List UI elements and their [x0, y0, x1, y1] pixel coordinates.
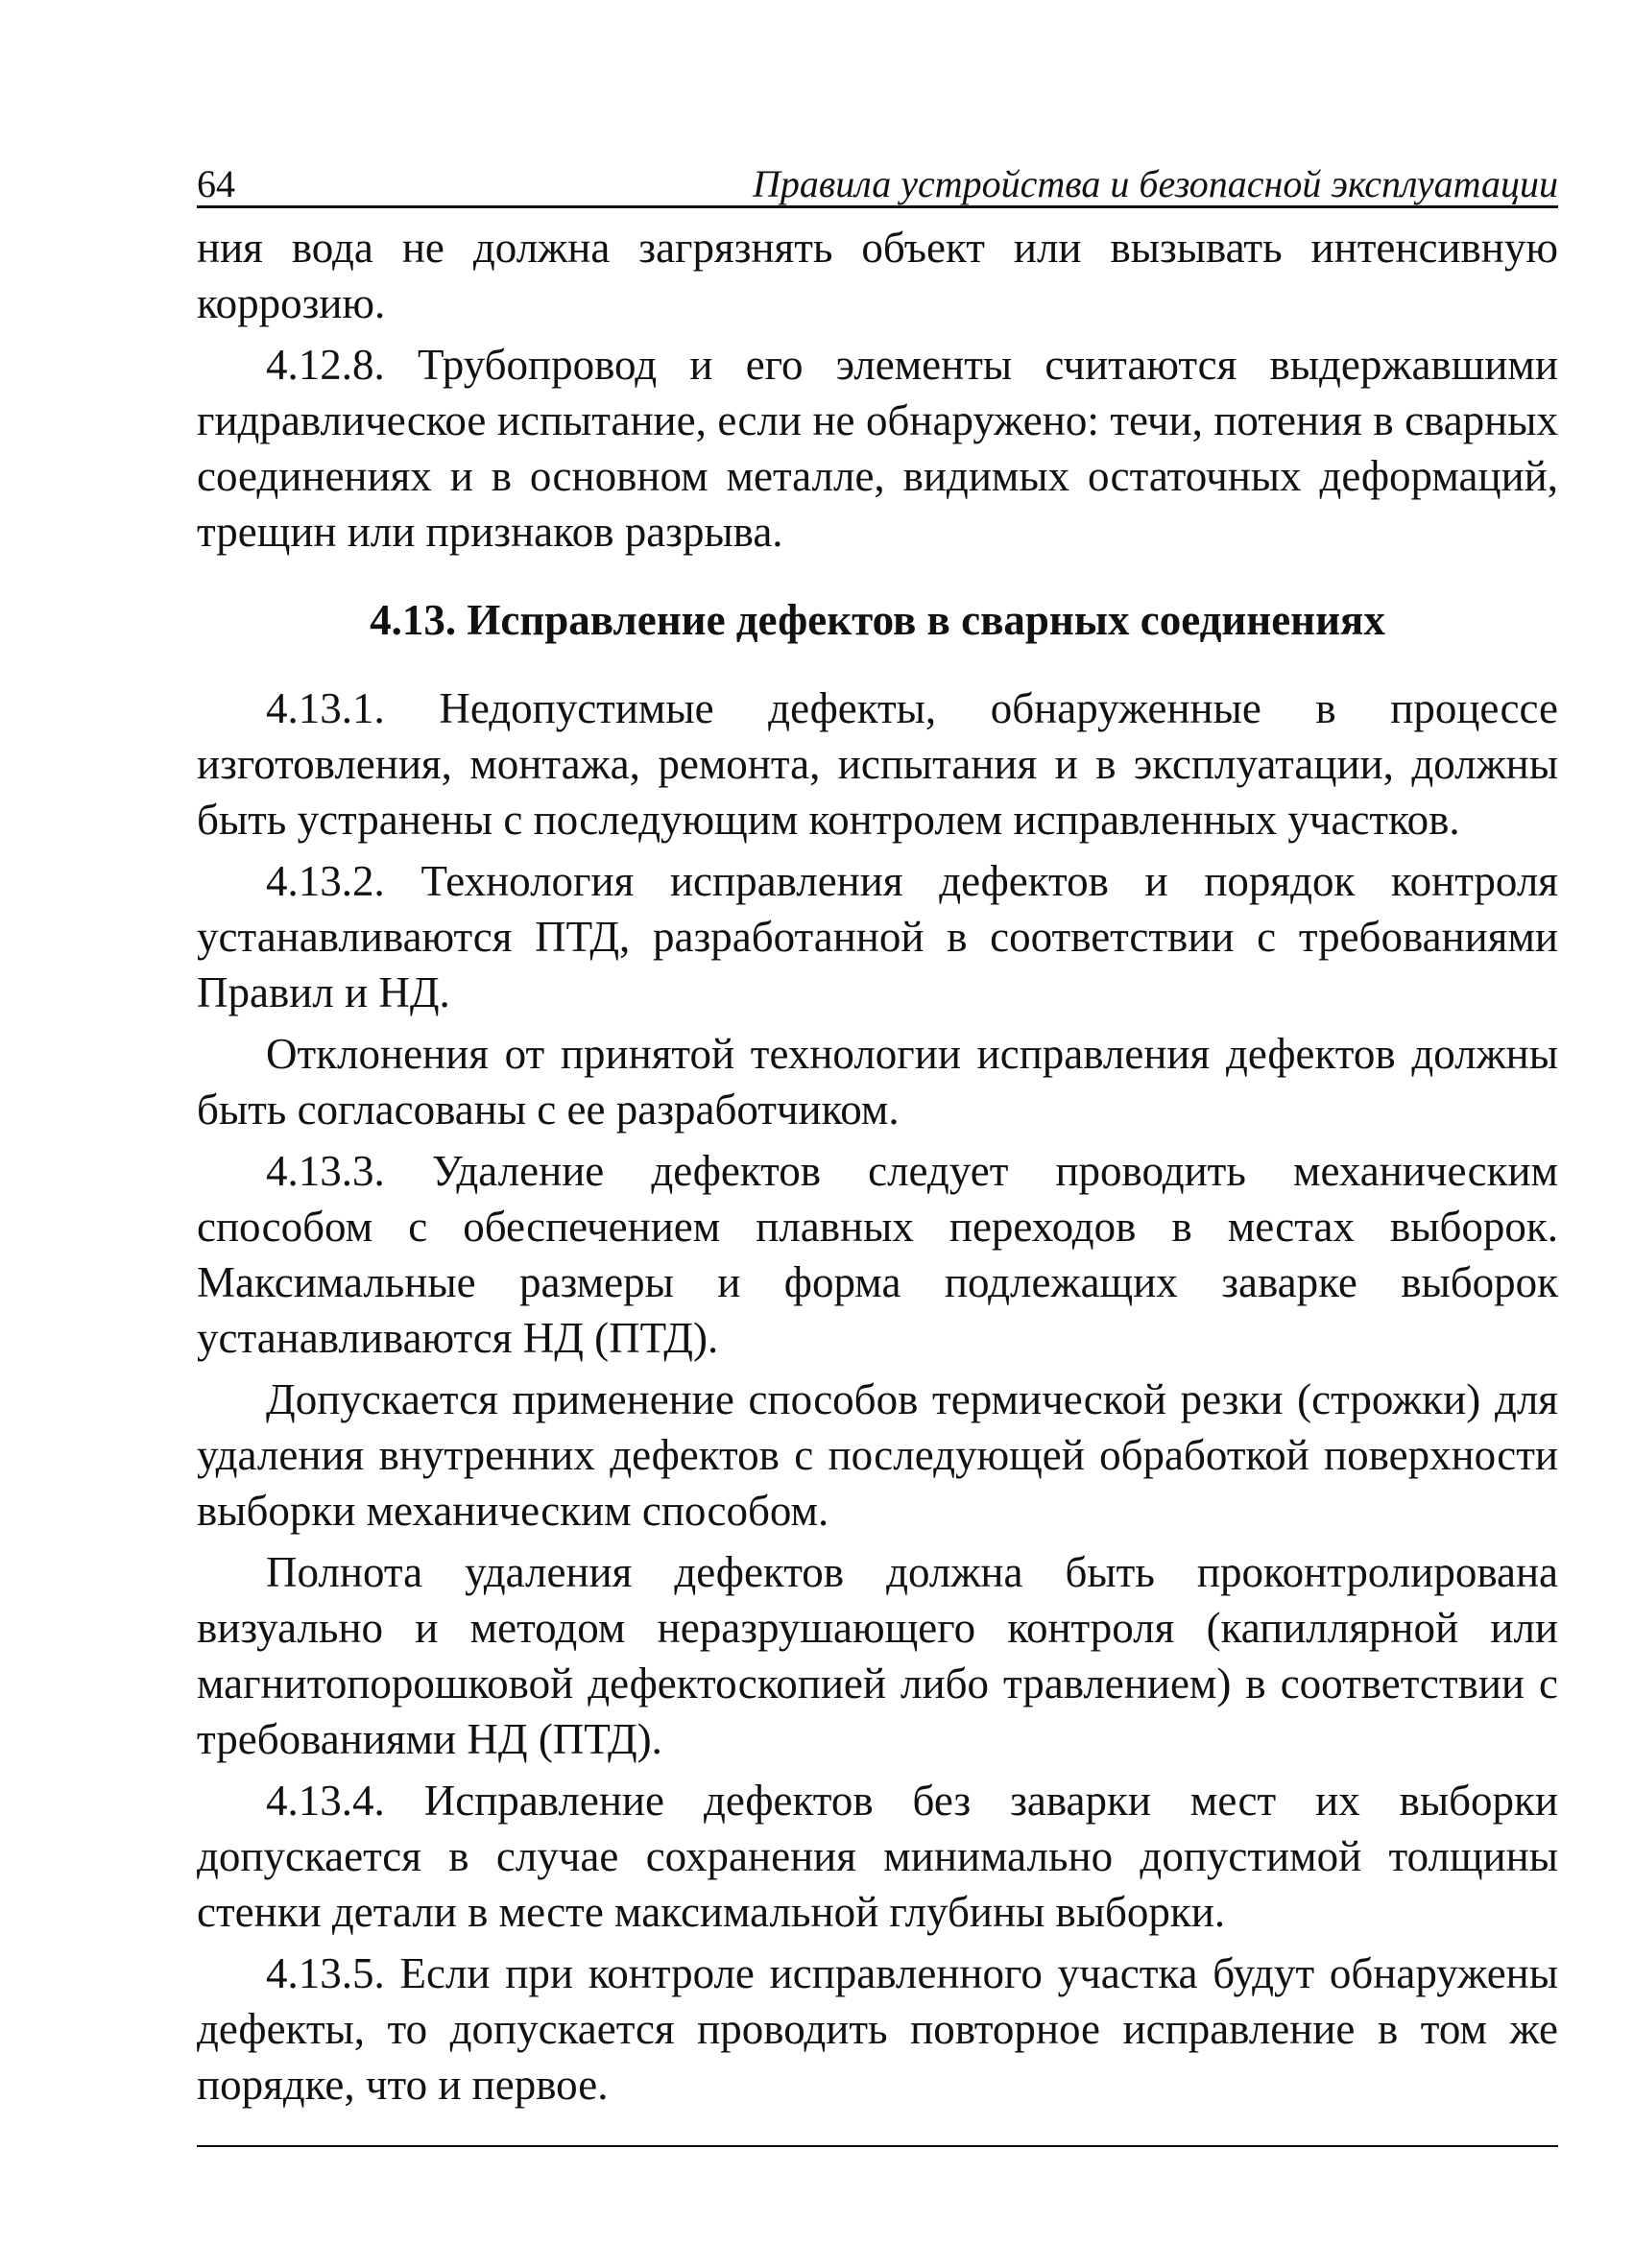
document-page: [197, 144, 1558, 2147]
running-title: Правила устройства и безопасной эксплуатации: [753, 162, 1558, 205]
paragraph-4-13-2: 4.13.2. Технология исправления дефектов и порядок контроля устанавливаются ПТД, разработанной в соответствии с требованиями Правил и НД.: [197, 857, 1558, 1016]
section-heading-4-13: 4.13. Исправление дефектов в сварных соединениях: [370, 596, 1385, 644]
paragraph-4-13-1: 4.13.1. Недопустимые дефекты, обнаруженные в процессе изготовления, монтажа, ремонта, испытания и в эксплуатации, должны быть устранены с последующим контролем исправленных участков.: [197, 684, 1558, 844]
paragraph-4-12-8: 4.12.8. Трубопровод и его элементы считаются выдержавшими гидравлическое испытание, если не обнаружено: течи, потения в сварных соединениях и в основном металле, видимых остаточных деформаций, трещин или признаков разрыва.: [197, 341, 1558, 556]
paragraph-4-13-3: 4.13.3. Удаление дефектов следует проводить механическим способом с обеспечением плавных переходов в местах выборок. Максимальные размеры и форма подлежащих заварке выборок устанавливаются НД (ПТД).: [197, 1147, 1558, 1362]
paragraph-thermal-cutting: Допускается применение способов термической резки (строжки) для удаления внутренних дефектов с последующей обработкой поверхности выборки механическим способом.: [197, 1375, 1558, 1535]
paragraph-completeness: Полнота удаления дефектов должна быть проконтролирована визуально и методом неразрушающего контроля (капиллярной или магнитопорошковой дефектоскопией либо травлением) в соответствии с требованиями НД (ПТД).: [197, 1548, 1558, 1763]
paragraph-4-13-4: 4.13.4. Исправление дефектов без заварки мест их выборки допускается в случае сохранения минимально допустимой толщины стенки детали в месте максимальной глубины выборки.: [197, 1777, 1558, 1936]
running-header: [197, 144, 1558, 208]
body-text: [197, 220, 1558, 2113]
page-number: 64: [197, 162, 235, 205]
bottom-rule: [197, 2145, 1558, 2147]
paragraph-4-13-5: 4.13.5. Если при контроле исправленного участка будут обнаружены дефекты, то допускается проводить повторное исправление в том же порядке, что и первое.: [197, 1949, 1558, 2109]
paragraph-continuation: ния вода не должна загрязнять объект или вызывать интенсивную коррозию.: [197, 224, 1558, 327]
paragraph-deviations: Отклонения от принятой технологии исправления дефектов должны быть согласованы с ее разработчиком.: [197, 1030, 1558, 1134]
